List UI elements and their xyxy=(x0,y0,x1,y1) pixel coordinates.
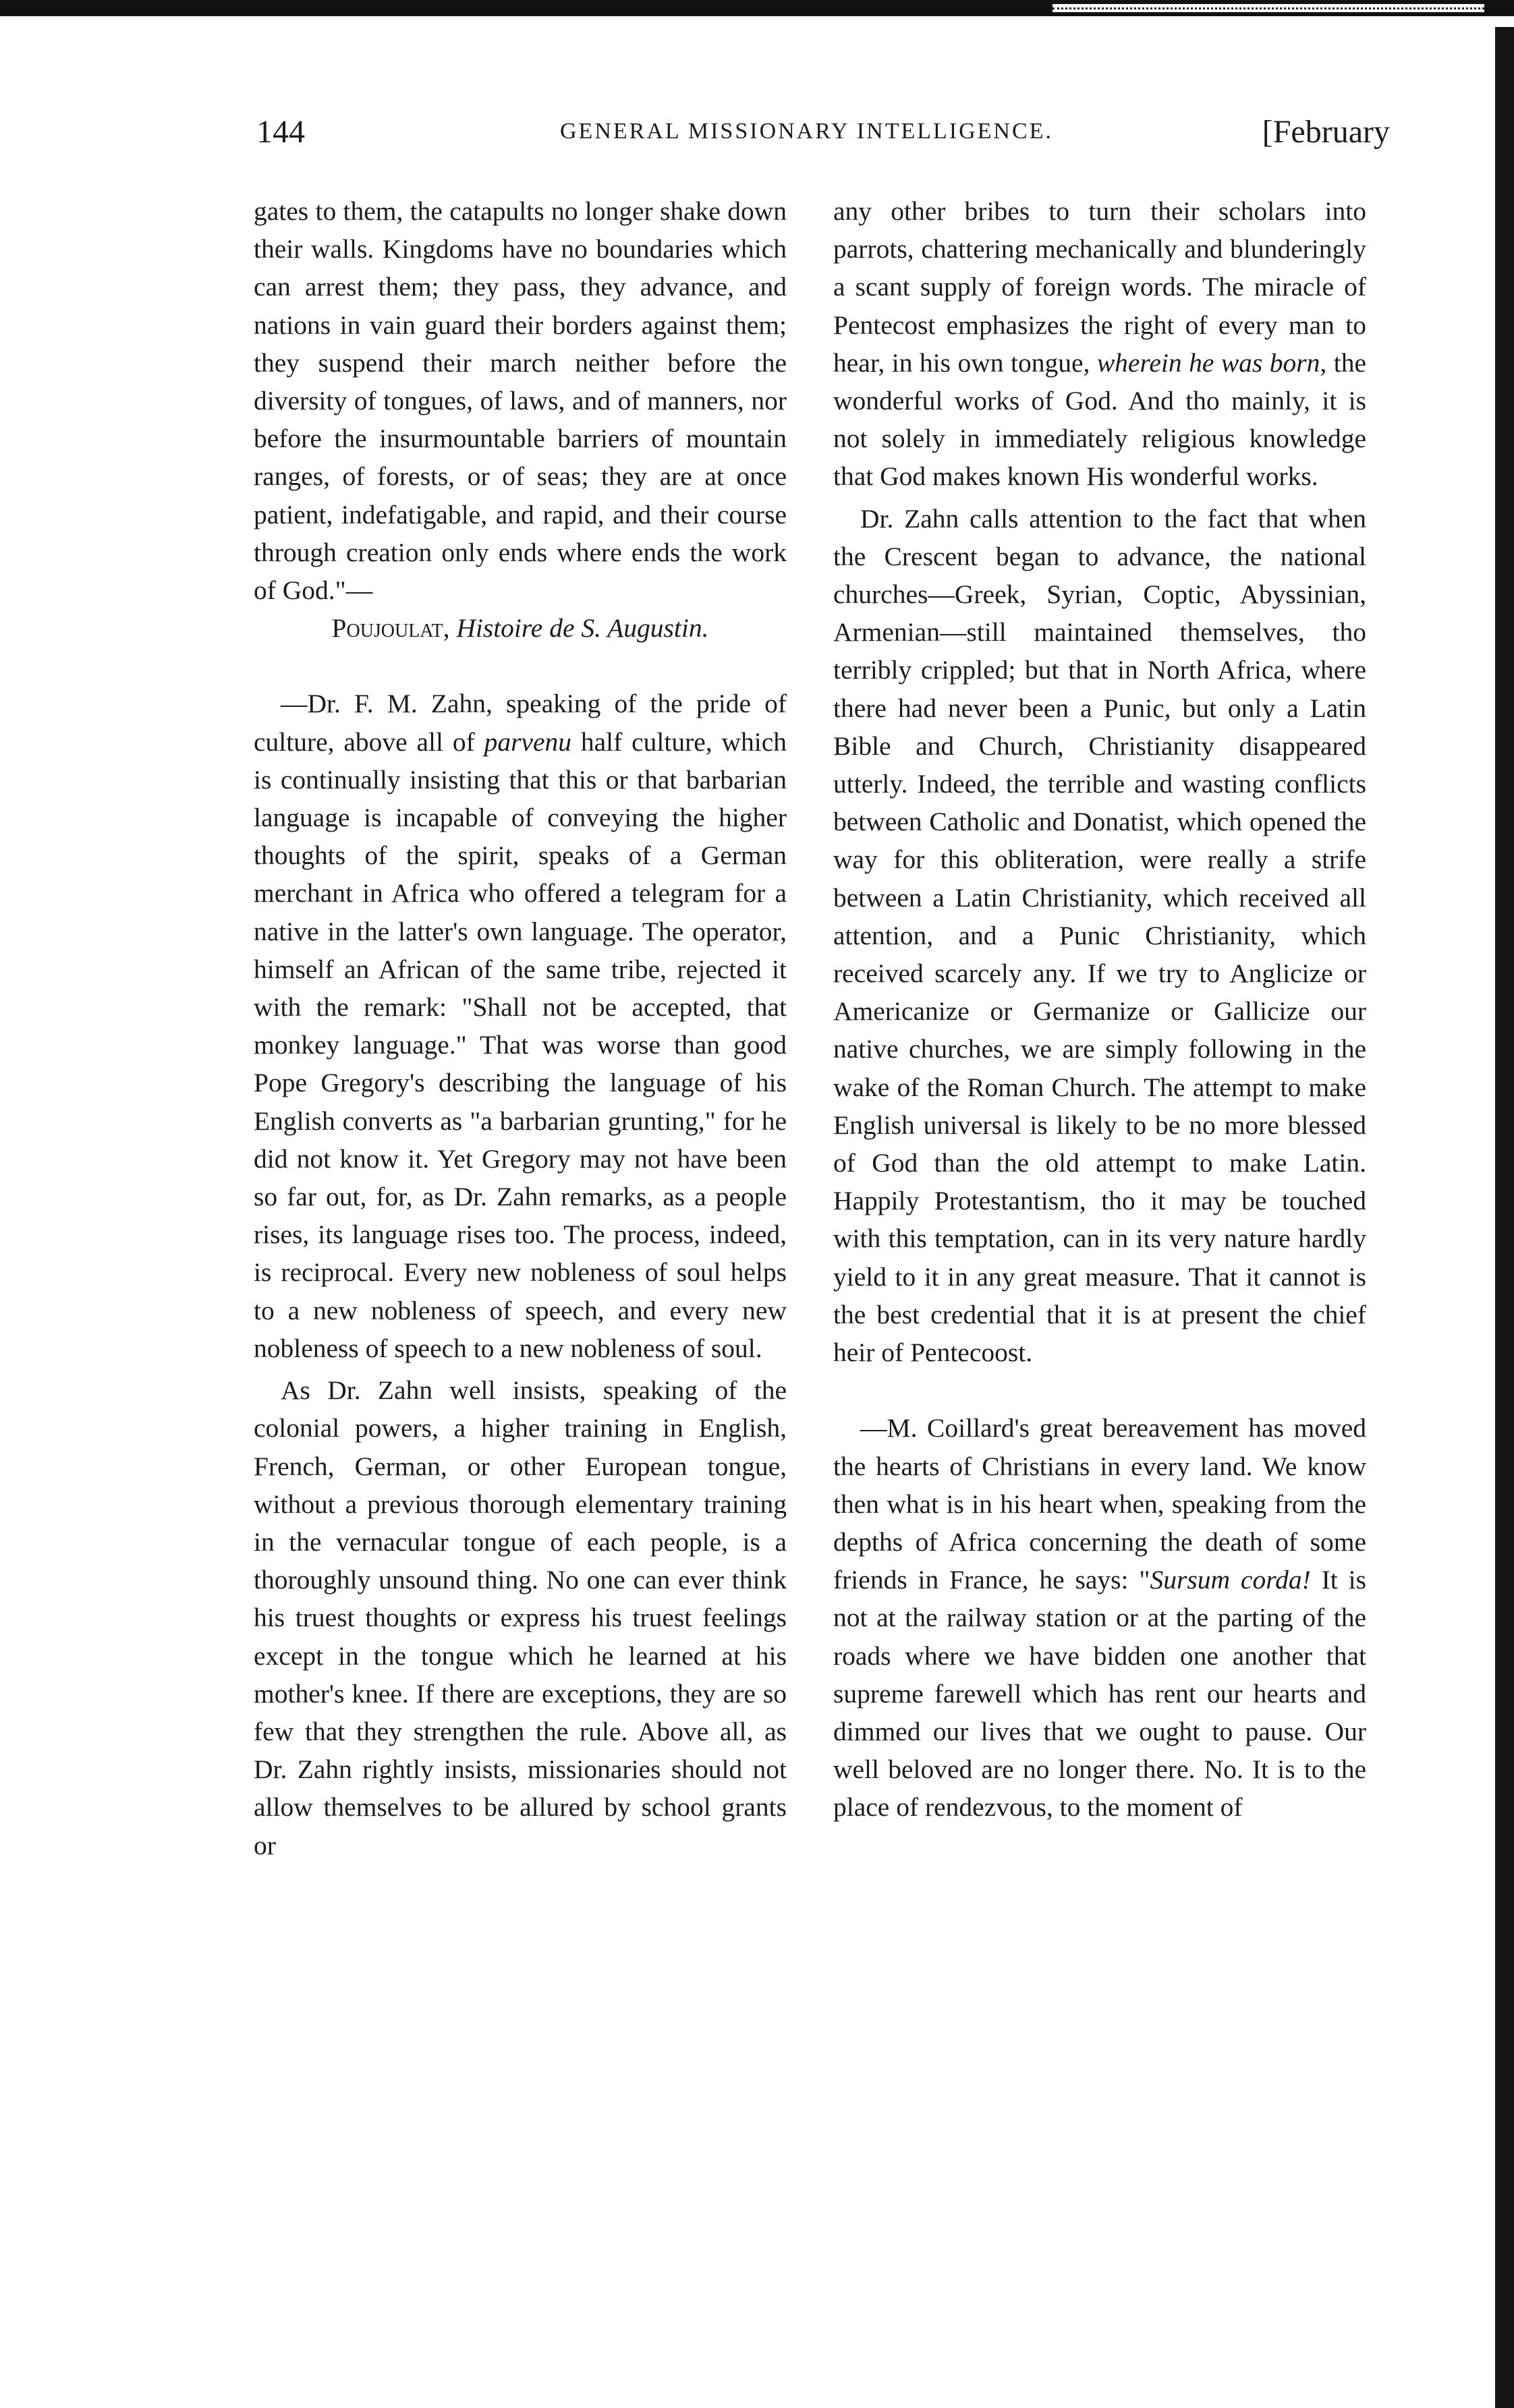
coillard-italic: Sursum corda! xyxy=(1150,1565,1311,1595)
issue-month: [February xyxy=(1262,114,1390,150)
paragraph-crescent: Dr. Zahn calls attention to the fact that when the Crescent began to advance, the national churches—Greek, Syrian, Coptic, Abyssinian, Armenian—still maintained themselves, tho terribly crippled; but that in North Africa, where there had never been a Punic, but only a Latin Bible and Church, Christianity disappeared utterly. Indeed, the terrible and wasting conflicts between Catholic and Donatist, which opened the way for this obliteration, were really a strife between a Latin Christianity, which received all attention, and a Punic Christianity, which received scarcely any. If we try to Anglicize or Americanize or Germanize or Gallicize our native churches, we are simply following in the wake of the Roman Church. The attempt to make English universal is likely to be no more blessed of God than the old attempt to make Latin. Happily Protestantism, tho it may be touched with this temptation, can in its very nature hardly yield to it in any great measure. That it cannot is the best credential that it is at present the chief heir of Pentecoost. xyxy=(833,503,1366,1368)
paragraph-zahn-culture xyxy=(254,685,787,1367)
zahn-culture-italic: parvenu xyxy=(484,726,572,757)
top-border-gap xyxy=(1053,4,1484,12)
page-number: 144 xyxy=(256,114,305,150)
page-header xyxy=(256,113,1403,161)
running-head: GENERAL MISSIONARY INTELLIGENCE. xyxy=(560,119,1053,144)
paragraph-coillard xyxy=(833,1409,1366,1826)
zahn-culture-text-b: half culture, which is continually insisting that this or that barbarian language is incapable of conveying the higher thoughts of the spirit, speaks of a German merchant in Africa who offered a telegram for a native in the latter's own language. The operator, himself an African of the same tribe, rejected it with the remark: "Shall not be accepted, that monkey language." That was worse than good Pope Gregory's describing the language of his English converts as "a barbarian grunting," for he did not know it. Yet Gregory may not have been so far out, for, as Dr. Zahn remarks, as a people rises, its language rises too. The process, indeed, is reciprocal. Every new nobleness of soul helps to a new nobleness of speech, and every new nobleness of speech to a new nobleness of soul. xyxy=(254,726,787,1363)
bribes-italic: wherein he was born, xyxy=(1096,347,1327,378)
quote-continuation: gates to them, the catapults no longer shake down their walls. Kingdoms have no boundaries which can arrest them; they pass, they advance, and nations in vain guard their borders against them; they suspend their march neither before the diversity of tongues, of laws, and of manners, nor before the insurmountable barriers of mountain ranges, of forests, or of seas; they are at once patient, indefatigable, and rapid, and their course through creation only ends where ends the work of God."— xyxy=(254,196,787,606)
bribes-text-a: any other bribes to turn their scholars into parrots, chattering mechanically and blunderingly a scant supply of foreign words. The miracle of Pentecost emphasizes the right of every man to hear, in his own tongue, xyxy=(833,196,1366,378)
quote-source-title: Histoire de S. Augustin. xyxy=(456,613,709,643)
right-column xyxy=(833,192,1366,1827)
bribes-text-b: the wonderful works of God. And tho mainly, it is not solely in immediately religious knowledge that God makes known His wonderful works. xyxy=(833,347,1366,492)
coillard-text-b: It is not at the railway station or at the parting of the roads where we have bidden one another that supreme farewell which has rent our hearts and dimmed our lives that we ought to pause. Our well beloved are no longer there. No. It is to the place of rendezvous, to the moment of xyxy=(833,1565,1366,1823)
paragraph-bribes xyxy=(833,192,1366,496)
quote-source xyxy=(254,609,787,647)
right-edge-bar xyxy=(1495,27,1514,2408)
quote-source-author: Poujoulat, xyxy=(331,613,450,643)
paragraph-zahn-colonial: As Dr. Zahn well insists, speaking of the colonial powers, a higher training in English, French, German, or other European tongue, without a previous thorough elementary training in the vernacular tongue of each people, is a thoroughly unsound thing. No one can ever think his truest thoughts or express his truest feelings except in the tongue which he learned at his mother's knee. If there are exceptions, they are so few that they strengthen the rule. Above all, as Dr. Zahn rightly insists, missionaries should not allow themselves to be allured by school grants or xyxy=(254,1375,787,1860)
coillard-text-a: —M. Coillard's great bereavement has moved the hearts of Christians in every land. We know then what is in his heart when, speaking from the depths of Africa concerning the death of some friends in France, he says: " xyxy=(833,1413,1366,1595)
left-column xyxy=(254,192,787,1864)
zahn-culture-text-a: —Dr. F. M. Zahn, speaking of the pride of culture, above all of xyxy=(254,689,787,757)
